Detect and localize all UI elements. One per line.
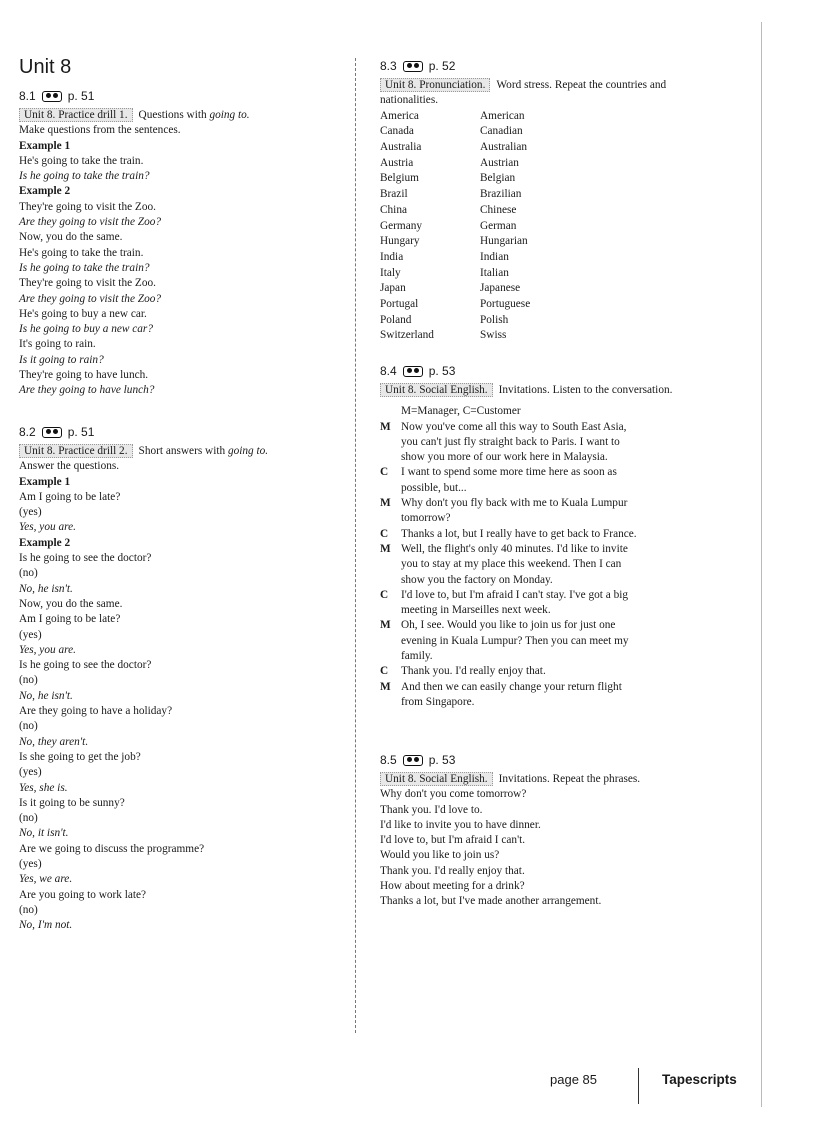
text-line: (yes): [19, 766, 42, 779]
nationality-cell: Portuguese: [480, 298, 531, 311]
column-divider: [355, 58, 356, 1033]
section-number: 8.4: [380, 364, 397, 378]
section-8-1: [19, 88, 339, 399]
country-cell: Poland: [380, 313, 412, 326]
section-number: 8.1: [19, 89, 36, 103]
text-line: Now, you do the same.: [19, 597, 123, 610]
page-ref: p. 53: [428, 364, 456, 378]
dialogue-turn: [380, 527, 725, 542]
text-line: Is he going to take the train?: [19, 170, 150, 183]
section-heading: [380, 363, 725, 379]
text-line: Yes, we are.: [19, 873, 73, 886]
country-cell: Belgium: [380, 172, 419, 185]
text-line: Am I going to be late?: [19, 613, 121, 626]
text-line: Are they going to visit the Zoo?: [19, 216, 162, 229]
turn-line: show you more of our work here in Malaysia.: [401, 451, 608, 464]
turn-line: And then we can easily change your return flight: [401, 680, 622, 693]
turn-line: Why don't you fly back with me to Kuala Lumpur: [401, 497, 628, 510]
phrase-lines: [380, 787, 725, 909]
text-line: Example 1: [19, 475, 71, 488]
text-line: I'd love to, but I'm afraid I can't.: [380, 834, 526, 847]
text-line: Example 1: [19, 139, 71, 152]
nationality-cell: Indian: [480, 250, 509, 263]
nationality-cell: Swiss: [480, 329, 507, 342]
turn-text: [401, 542, 628, 588]
text-line: I'd like to invite you to have dinner.: [380, 818, 541, 831]
turn-line: I'd love to, but I'm afraid I can't stay. I've got a big: [401, 588, 629, 601]
dialogue-turn: [380, 420, 725, 466]
nationality-cell: Brazilian: [480, 188, 522, 201]
turn-text: [401, 588, 628, 619]
text-line: Why don't you come tomorrow?: [380, 788, 527, 801]
speaker-label: C: [380, 527, 389, 540]
page-ref: p. 53: [428, 753, 456, 767]
text-line: They're going to visit the Zoo.: [19, 200, 156, 213]
dialogue-turn: [380, 542, 725, 588]
text-line: Are we going to discuss the programme?: [19, 842, 205, 855]
track-tag: Unit 8. Social English.: [380, 772, 493, 786]
text-line: Are they going to have lunch?: [19, 384, 155, 397]
text-line: Is he going to take the train?: [19, 261, 150, 274]
dialogue-turn: [380, 664, 725, 679]
section-title: Questions with: [138, 109, 210, 121]
text-line: He's going to take the train.: [19, 154, 144, 167]
speaker-label: M: [380, 542, 391, 555]
nationality-cell: Italian: [480, 266, 509, 279]
country-cell: India: [380, 250, 404, 263]
dialogue-turn: [380, 588, 725, 619]
speaker-label: C: [380, 588, 389, 601]
text-line: Yes, you are.: [19, 521, 76, 534]
text-line: (yes): [19, 858, 42, 871]
turn-text: [401, 680, 622, 711]
section-heading: [19, 424, 339, 440]
turn-line: Thanks a lot, but I really have to get back to France.: [401, 527, 637, 540]
text-line: (no): [19, 674, 38, 687]
page-number: page 85: [550, 1072, 597, 1087]
text-line: It's going to rain.: [19, 338, 96, 351]
turn-line: Well, the flight's only 40 minutes. I'd like to invite: [401, 542, 628, 555]
text-line: Yes, you are.: [19, 643, 76, 656]
section-intro: [19, 108, 339, 139]
page-ref: p. 51: [67, 425, 95, 439]
page-ref: p. 52: [428, 59, 456, 73]
text-line: Is he going to see the doctor?: [19, 659, 152, 672]
turn-line: evening in Kuala Lumpur? Then you can meet my: [401, 634, 629, 647]
turn-line: Now you've come all this way to South East Asia,: [401, 420, 627, 433]
turn-line: Oh, I see. Would you like to join us for just one: [401, 619, 616, 632]
text-line: Thanks a lot, but I've made another arrangement.: [380, 895, 602, 908]
nationality-cell: Chinese: [480, 203, 517, 216]
country-cell: America: [380, 109, 419, 122]
text-line: Yes, she is.: [19, 781, 68, 794]
section-intro: [380, 78, 725, 109]
section-title: Word stress. Repeat the countries and nationalities.: [380, 79, 667, 107]
cassette-icon: [403, 366, 423, 377]
section-8-5: [380, 752, 725, 910]
turn-line: tomorrow?: [401, 512, 451, 525]
text-line: Is he going to see the doctor?: [19, 552, 152, 565]
nationality-cell: Australian: [480, 141, 528, 153]
cassette-icon: [403, 61, 423, 72]
text-line: Am I going to be late?: [19, 490, 121, 503]
turn-line: Thank you. I'd really enjoy that.: [401, 665, 546, 678]
text-line: Example 2: [19, 536, 71, 549]
turn-line: you can't just fly straight back to Paris. I want to: [401, 435, 620, 448]
section-title: Invitations. Listen to the conversation.: [498, 384, 673, 396]
turn-text: [401, 527, 637, 542]
turn-text: [401, 618, 629, 664]
turn-text: [401, 465, 617, 496]
text-line: No, it isn't.: [19, 827, 69, 840]
dialogue-turn: [380, 465, 725, 496]
dialogue: [380, 404, 725, 710]
country-cell: Hungary: [380, 235, 420, 248]
dialogue-turn: [380, 680, 725, 711]
nationality-cell: American: [480, 109, 525, 122]
section-title-italic: going to.: [227, 445, 269, 457]
turn-line: meeting in Marseilles next week.: [401, 604, 551, 617]
country-cell: Germany: [380, 219, 423, 232]
turn-line: show you the factory on Monday.: [401, 573, 553, 586]
section-number: 8.2: [19, 425, 36, 439]
section-title: Short answers with: [138, 445, 228, 457]
text-line: (no): [19, 567, 38, 580]
section-heading: [19, 88, 339, 104]
turn-line: you to stay at my place this weekend. Then I can: [401, 558, 622, 571]
nationality-cell: Austrian: [480, 156, 519, 169]
country-cell: Portugal: [380, 298, 419, 311]
text-line: He's going to buy a new car.: [19, 307, 147, 320]
page-edge-line: [761, 22, 762, 1107]
text-line: (no): [19, 903, 38, 916]
turn-text: [401, 496, 627, 527]
drill-lines: [19, 139, 339, 399]
nationality-cell: Hungarian: [480, 235, 528, 248]
text-line: No, he isn't.: [19, 689, 73, 702]
page-ref: p. 51: [67, 89, 95, 103]
section-heading: [380, 58, 725, 74]
country-cell: Italy: [380, 266, 401, 279]
text-line: No, they aren't.: [19, 735, 89, 748]
section-intro: [19, 444, 339, 475]
nationality-cell: German: [480, 219, 517, 232]
section-number: 8.3: [380, 59, 397, 73]
dialogue-turn: [380, 618, 725, 664]
text-line: (yes): [19, 506, 42, 519]
text-line: Are they going to visit the Zoo?: [19, 292, 162, 305]
country-cell: Switzerland: [380, 329, 434, 342]
text-line: Would you like to join us?: [380, 849, 500, 862]
track-tag: Unit 8. Social English.: [380, 383, 493, 397]
speaker-label: C: [380, 665, 389, 678]
section-8-3: [380, 58, 725, 344]
text-line: How about meeting for a drink?: [380, 880, 525, 893]
section-title-italic: going to.: [209, 109, 250, 121]
country-cell: Japan: [380, 282, 406, 295]
text-line: Are you going to work late?: [19, 888, 147, 901]
section-subtitle: Make questions from the sentences.: [19, 124, 181, 137]
speaker-label: M: [380, 619, 391, 632]
country-cell: Australia: [380, 141, 422, 153]
cassette-icon: [403, 755, 423, 766]
text-line: Is it going to be sunny?: [19, 796, 125, 809]
unit-title: Unit 8: [19, 56, 72, 78]
nationality-list: [380, 109, 725, 345]
section-8-4: [380, 363, 725, 710]
section-number: 8.5: [380, 753, 397, 767]
text-line: Is it going to rain?: [19, 353, 104, 366]
track-tag: Unit 8. Pronunciation.: [380, 78, 490, 92]
speaker-label: C: [380, 466, 389, 479]
turn-text: [401, 664, 546, 679]
text-line: Example 2: [19, 185, 71, 198]
turn-line: possible, but...: [401, 481, 467, 494]
text-line: No, I'm not.: [19, 919, 73, 932]
text-line: They're going to have lunch.: [19, 369, 149, 382]
section-heading: [380, 752, 725, 768]
nationality-cell: Polish: [480, 313, 509, 326]
track-tag: Unit 8. Practice drill 1.: [19, 108, 133, 122]
cassette-icon: [42, 91, 62, 102]
track-tag: Unit 8. Practice drill 2.: [19, 444, 133, 458]
turn-text: [401, 420, 626, 466]
section-intro: [380, 383, 725, 398]
nationality-cell: Belgian: [480, 172, 516, 185]
text-line: Is she going to get the job?: [19, 750, 141, 763]
footer-section-title: Tapescripts: [662, 1072, 737, 1087]
dialogue-turns: [380, 420, 725, 711]
text-line: They're going to visit the Zoo.: [19, 277, 156, 290]
country-cell: Austria: [380, 156, 414, 169]
country-cell: Brazil: [380, 188, 408, 201]
footer-divider: [638, 1068, 639, 1104]
text-line: No, he isn't.: [19, 582, 73, 595]
nationality-cell: Canadian: [480, 125, 523, 138]
country-cell: China: [380, 203, 407, 216]
text-line: Thank you. I'd really enjoy that.: [380, 864, 525, 877]
text-line: (no): [19, 720, 38, 733]
section-subtitle: Answer the questions.: [19, 460, 120, 473]
text-line: Is he going to buy a new car?: [19, 323, 153, 336]
speaker-label: M: [380, 680, 391, 693]
nationality-cell: Japanese: [480, 282, 521, 295]
text-line: (yes): [19, 628, 42, 641]
speaker-label: M: [380, 497, 391, 510]
country-cell: Canada: [380, 125, 414, 138]
drill-lines: [19, 475, 339, 934]
text-line: (no): [19, 812, 38, 825]
cassette-icon: [42, 427, 62, 438]
text-line: Thank you. I'd love to.: [380, 803, 483, 816]
text-line: Are they going to have a holiday?: [19, 705, 173, 718]
speaker-label: M: [380, 420, 391, 433]
dialogue-turn: [380, 496, 725, 527]
text-line: Now, you do the same.: [19, 231, 123, 244]
text-line: He's going to take the train.: [19, 246, 144, 259]
turn-line: family.: [401, 650, 433, 663]
speaker-legend: M=Manager, C=Customer: [401, 405, 521, 418]
turn-line: I want to spend some more time here as soon as: [401, 466, 617, 479]
turn-line: from Singapore.: [401, 695, 475, 708]
section-intro: [380, 772, 725, 787]
section-8-2: [19, 424, 339, 934]
section-title: Invitations. Repeat the phrases.: [498, 773, 641, 785]
